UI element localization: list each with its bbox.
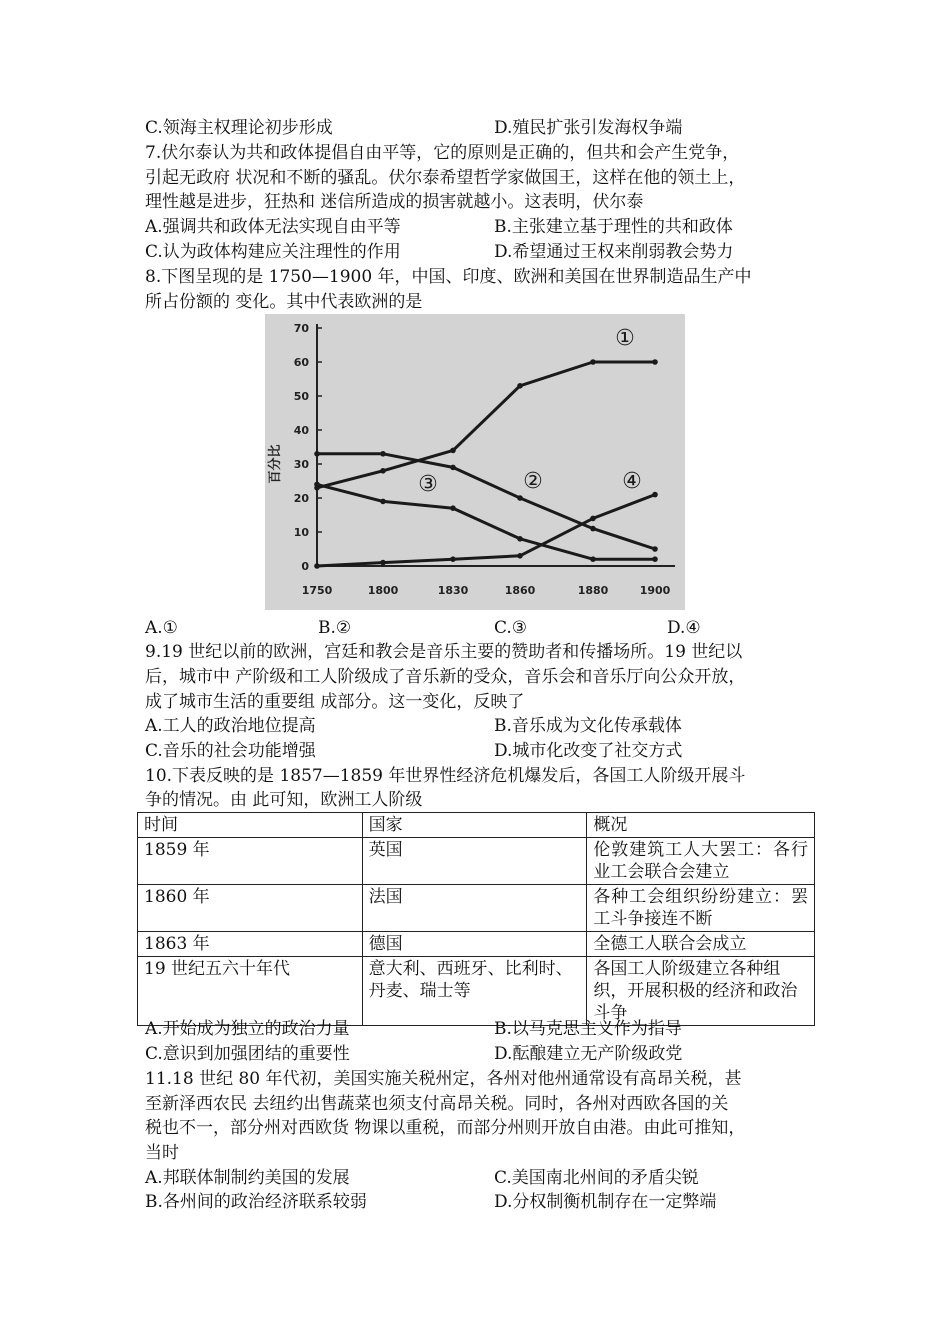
data-point [314,563,320,569]
data-point [380,560,386,566]
table-cell: 各国工人阶级建立各种组织，开展积极的经济和政治斗争 [587,957,815,1026]
data-point [590,526,596,532]
q10-option-b: B.以马克思主义作为指导 [494,1019,682,1039]
q11-stem-2: 至新泽西农民 去纽约出售蔬菜也须支付高昂关税。同时，各州对西欧各国的关 [145,1094,729,1114]
data-point [590,359,596,365]
q10-option-c: C.意识到加强团结的重要性 [145,1044,350,1064]
data-point [652,492,658,498]
y-tick-label: 20 [293,492,309,505]
series-label: ③ [418,472,438,498]
q9-stem-2: 后，城市中 产阶级和工人阶级成了音乐新的受众，音乐会和音乐厅向公众开放， [145,667,746,687]
series-label: ② [523,468,543,494]
q11-option-d: D.分权制衡机制存在一定弊端 [494,1192,717,1212]
table-header: 时间 [138,813,363,838]
data-point [450,556,456,562]
q9-stem-1: 9.19 世纪以前的欧洲，宫廷和教会是音乐主要的赞助者和传播场所。19 世纪以 [145,642,743,662]
table-cell: 1859 年 [138,838,363,885]
q8-stem-2: 所占份额的 变化。其中代表欧洲的是 [145,292,423,312]
table-row [138,932,815,957]
chart-svg [265,314,685,610]
q8-stem-1: 8.下图呈现的是 1750—1900 年，中国、印度、欧洲和美国在世界制造品生产中 [145,267,752,287]
x-tick-label: 1800 [367,584,399,597]
q7-stem-2: 引起无政府 状况和不断的骚乱。伏尔泰希望哲学家做国王，这样在他的领土上， [145,168,746,188]
table-cell: 意大利、西班牙、比利时、丹麦、瑞士等 [362,957,587,1026]
line-chart [265,314,685,610]
table-cell: 全德工人联合会成立 [587,932,815,957]
q7-option-a: A.强调共和政体无法实现自由平等 [145,217,401,237]
x-tick-label: 1880 [577,584,609,597]
data-point [450,505,456,511]
q7-stem-1: 7.伏尔泰认为共和政体提倡自由平等，它的原则是正确的，但共和会产生党争， [145,143,740,163]
data-point [517,536,523,542]
q7-option-d: D.希望通过王权来削弱教会势力 [494,242,734,262]
y-tick-label: 60 [293,356,309,369]
data-point [380,499,386,505]
series-line [317,484,655,559]
table-row [138,885,815,932]
data-point [314,451,320,457]
series-label: ④ [622,468,642,494]
table-cell: 19 世纪五六十年代 [138,957,363,1026]
series-label: ① [615,326,635,351]
table-header: 国家 [362,813,587,838]
q9-option-c: C.音乐的社会功能增强 [145,741,316,761]
data-point [380,451,386,457]
data-point [450,448,456,454]
data-point [590,516,596,522]
table-header-row [138,813,815,838]
q9-option-b: B.音乐成为文化传承载体 [494,716,682,736]
table-cell: 伦敦建筑工人大罢工：各行业工会联合会建立 [587,838,815,885]
q9-option-d: D.城市化改变了社交方式 [494,741,683,761]
table-cell: 英国 [362,838,587,885]
q7-option-b: B.主张建立基于理性的共和政体 [494,217,733,237]
data-point [450,465,456,471]
data-point [652,556,658,562]
data-point [517,495,523,501]
x-tick-label: 1750 [301,584,333,597]
q11-option-c: C.美国南北州间的矛盾尖锐 [494,1168,699,1188]
y-tick-label: 40 [293,424,309,437]
q11-option-b: B.各州间的政治经济联系较弱 [145,1192,367,1212]
q10-option-d: D.酝酿建立无产阶级政党 [494,1044,683,1064]
q7-option-c: C.认为政体构建应关注理性的作用 [145,242,401,262]
table-cell: 1860 年 [138,885,363,932]
table-cell: 德国 [362,932,587,957]
q8-option-c: C.③ [494,618,528,638]
data-point [314,482,320,488]
q6-option-d: D.殖民扩张引发海权争端 [494,118,683,138]
q10-stem-1: 10.下表反映的是 1857—1859 年世界性经济危机爆发后，各国工人阶级开展斗 [145,766,746,786]
data-point [652,546,658,552]
data-point [517,383,523,389]
q10-option-a: A.开始成为独立的政治力量 [145,1019,350,1039]
y-tick-label: 10 [293,526,309,539]
q8-option-a: A.① [145,618,178,638]
table-cell: 法国 [362,885,587,932]
q7-stem-3: 理性越是进步，狂热和 迷信所造成的损害就越小。这表明，伏尔泰 [145,192,644,212]
q11-option-a: A.邦联体制制约美国的发展 [145,1168,350,1188]
table-cell: 各种工会组织纷纷建立：罢工斗争接连不断 [587,885,815,932]
y-tick-label: 30 [293,458,309,471]
y-tick-label: 70 [293,322,309,335]
q8-option-d: D.④ [667,618,701,638]
q10-table [137,812,815,1026]
data-point [652,359,658,365]
data-point [380,468,386,474]
y-axis-label: 百分比 [268,444,283,484]
data-point [517,553,523,559]
series-line [317,495,655,566]
table-row [138,838,815,885]
x-tick-label: 1860 [504,584,536,597]
q9-option-a: A.工人的政治地位提高 [145,716,316,736]
q11-stem-4: 当时 [145,1143,179,1163]
x-tick-label: 1830 [437,584,469,597]
q9-stem-3: 成了城市生活的重要组 成部分。这一变化，反映了 [145,692,525,712]
y-tick-label: 50 [293,390,309,403]
data-point [590,556,596,562]
q6-option-c: C.领海主权理论初步形成 [145,118,333,138]
q8-option-b: B.② [318,618,352,638]
q10-stem-2: 争的情况。由 此可知，欧洲工人阶级 [145,790,423,810]
table-row [138,957,815,1026]
table-cell: 1863 年 [138,932,363,957]
series-line [317,454,655,549]
q11-stem-3: 税也不一，部分州对西欧货 物课以重税，而部分州则开放自由港。由此可推知， [145,1118,746,1138]
x-tick-label: 1900 [639,584,671,597]
q11-stem-1: 11.18 世纪 80 年代初，美国实施关税州定，各州对他州通常设有高昂关税，甚 [145,1069,742,1089]
table-header: 概况 [587,813,815,838]
y-tick-label: 0 [301,560,309,573]
series-line [317,362,655,488]
